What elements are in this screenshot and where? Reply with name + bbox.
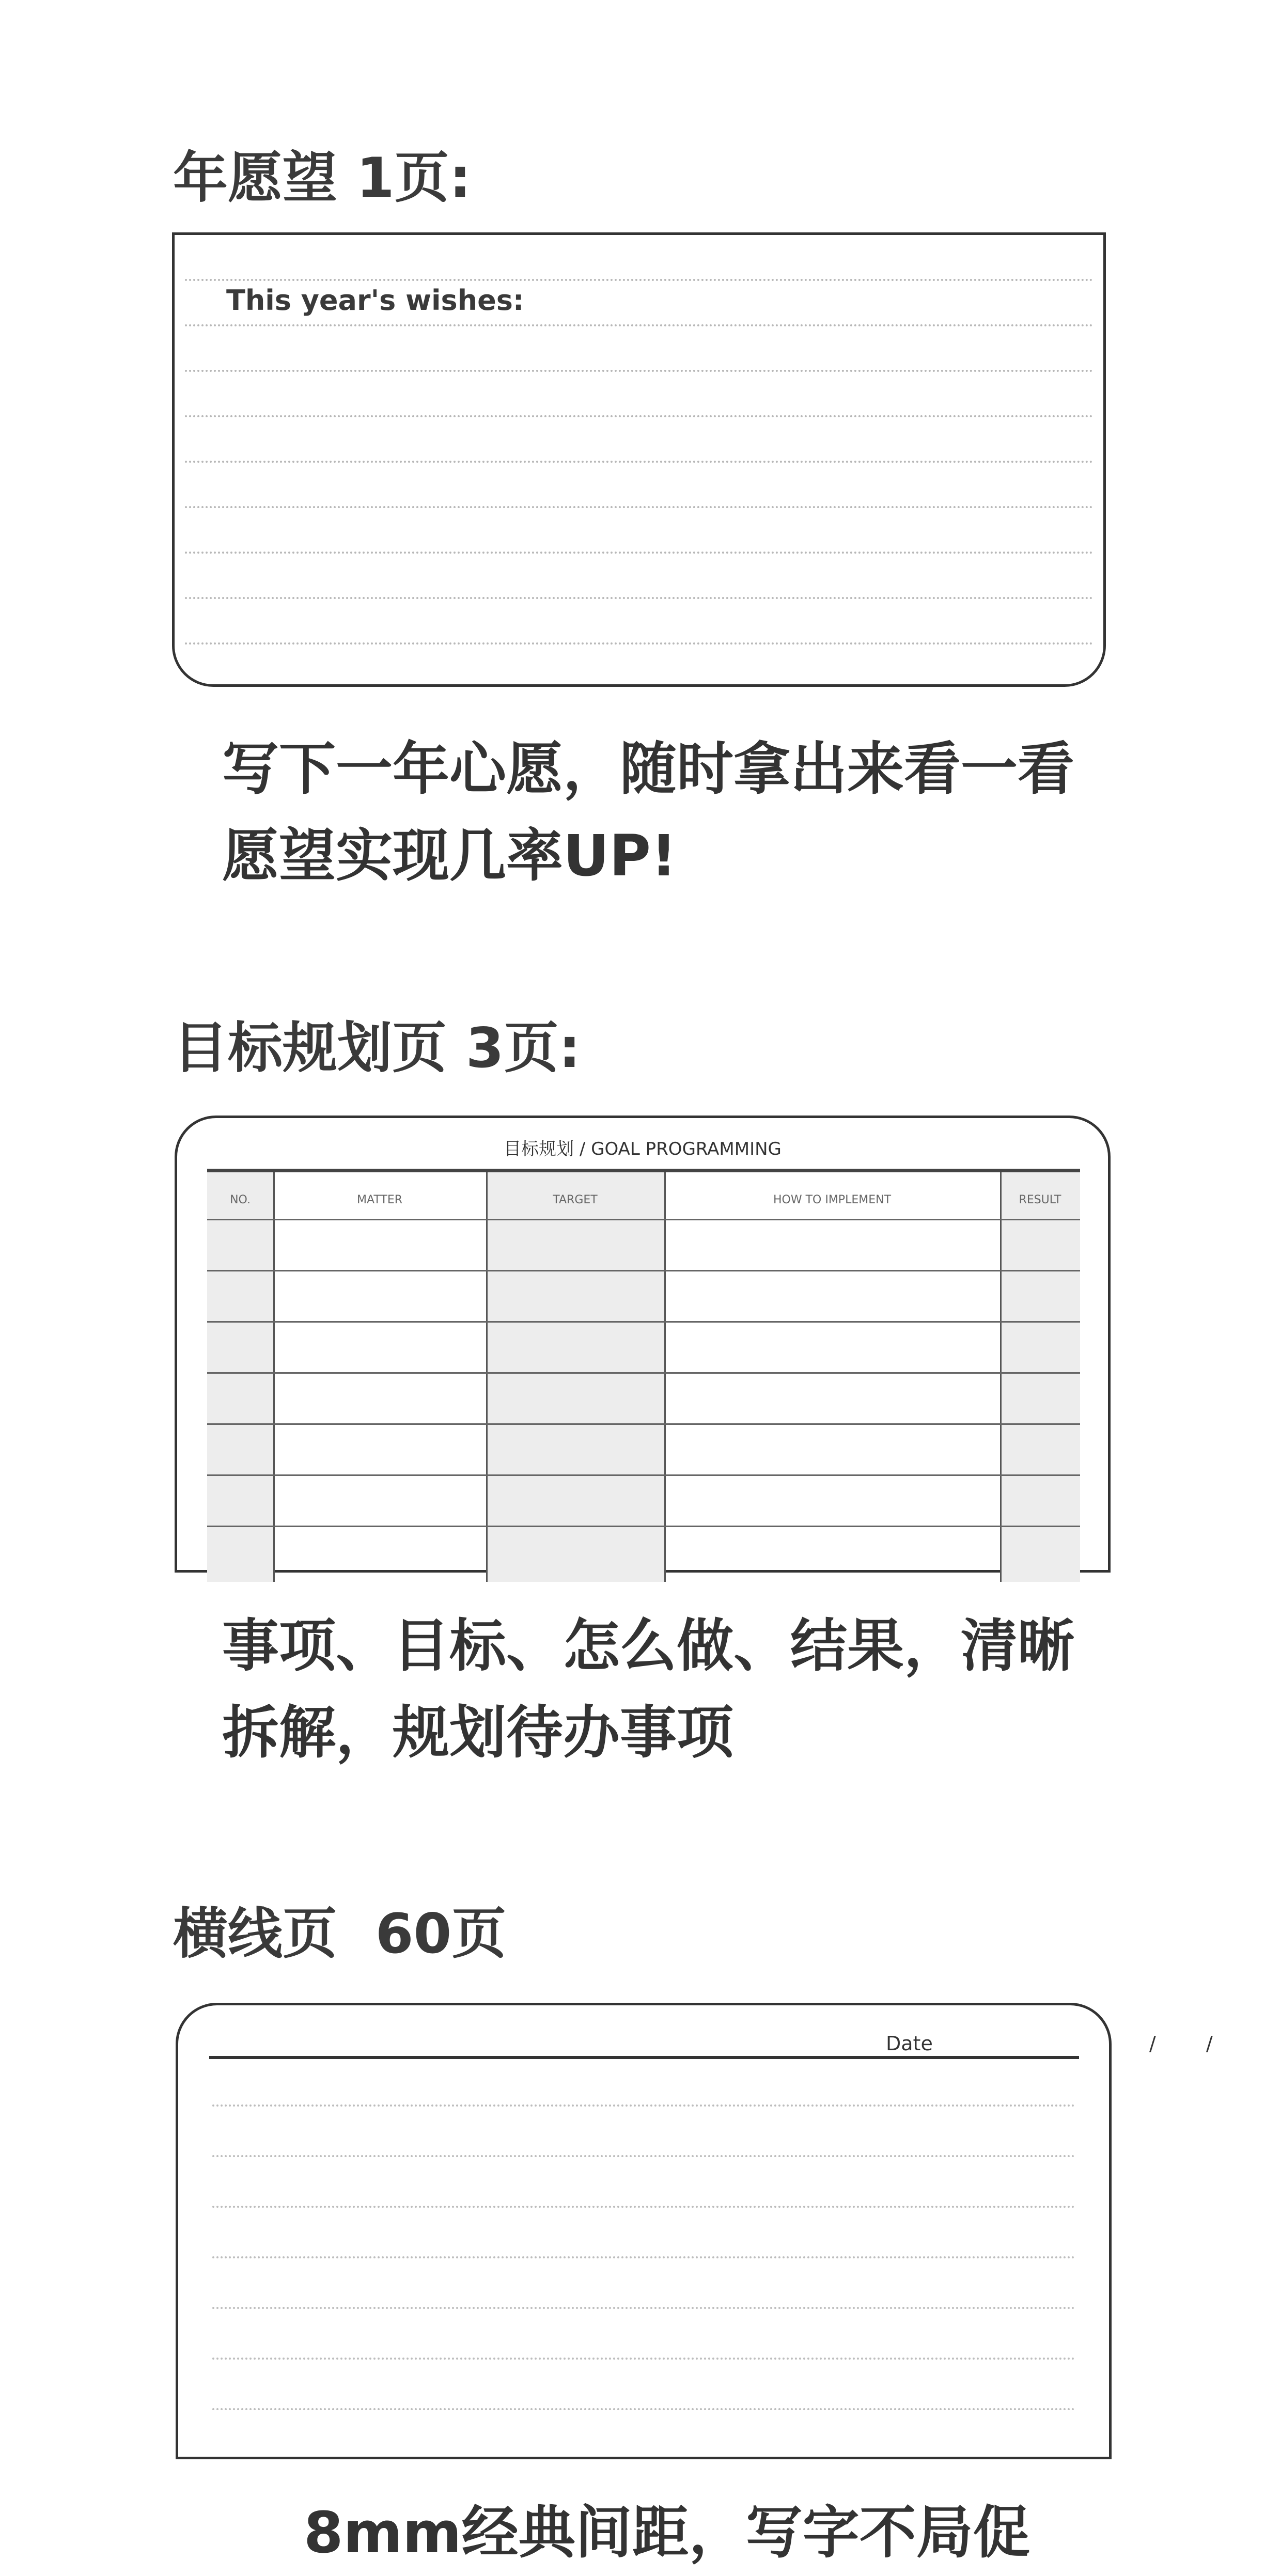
date-separator: / xyxy=(1206,2032,1213,2055)
column-header-result: RESULT xyxy=(1019,1193,1061,1206)
ruled-line xyxy=(212,2408,1075,2410)
goal-programming-table xyxy=(207,1169,1080,1582)
caption-line: 事项、目标、怎么做、结果，清晰 xyxy=(222,1613,1074,1679)
ruled-line xyxy=(212,2206,1075,2208)
column-header-no: NO. xyxy=(230,1193,251,1206)
table-column-divider xyxy=(486,1172,488,1582)
yearly-wishes-page-preview xyxy=(172,232,1106,687)
column-result-shade xyxy=(1000,1172,1080,1582)
table-row-divider xyxy=(207,1526,1080,1527)
section-heading-lined-pages: 横线页 60页 xyxy=(173,1902,507,1966)
ruled-line xyxy=(212,2307,1075,2309)
ruled-line xyxy=(185,370,1093,372)
yearly-wishes-caption xyxy=(222,726,1074,899)
column-header-target: TARGET xyxy=(553,1193,598,1206)
ruled-line xyxy=(212,2256,1075,2258)
ruled-line xyxy=(212,2358,1075,2360)
section-heading-goal-programming: 目标规划页 3页: xyxy=(173,1016,581,1080)
caption-line: 写下一年心愿，随时拿出来看一看 xyxy=(222,736,1074,802)
ruled-line xyxy=(185,415,1093,417)
wishes-label: This year's wishes: xyxy=(226,284,524,317)
ruled-line xyxy=(185,642,1093,645)
ruled-line xyxy=(185,279,1093,281)
goal-programming-page-preview xyxy=(175,1116,1111,1573)
caption-line: 8mm经典间距，写字不局促 xyxy=(304,2500,1030,2566)
ruled-line xyxy=(185,597,1093,599)
goal-programming-caption xyxy=(222,1603,1074,1776)
table-top-rule xyxy=(207,1169,1080,1172)
column-header-matter: MATTER xyxy=(357,1193,402,1206)
ruled-line xyxy=(212,2104,1075,2107)
table-column-divider xyxy=(664,1172,666,1582)
date-label: Date xyxy=(886,2032,933,2055)
lined-page-caption xyxy=(304,2489,1030,2576)
table-row-divider xyxy=(207,1219,1080,1220)
ruled-line xyxy=(212,2155,1075,2157)
date-field xyxy=(886,2032,1213,2055)
ruled-line xyxy=(185,461,1093,463)
table-column-divider xyxy=(1000,1172,1002,1582)
table-row-divider xyxy=(207,1321,1080,1323)
ruled-line xyxy=(185,552,1093,554)
section-heading-yearly-wishes: 年愿望 1页: xyxy=(173,146,472,210)
column-target-shade xyxy=(486,1172,664,1582)
caption-line: 拆解，规划待办事项 xyxy=(222,1700,733,1766)
ruled-line xyxy=(185,324,1093,326)
lined-page-preview xyxy=(176,2003,1213,2459)
table-row-divider xyxy=(207,1423,1080,1425)
table-row-divider xyxy=(207,1474,1080,1476)
table-column-divider xyxy=(273,1172,275,1582)
ruled-line xyxy=(185,506,1093,508)
table-row-divider xyxy=(207,1270,1080,1271)
caption-line: 愿望实现几率UP! xyxy=(222,823,677,889)
column-header-how-to-implement: HOW TO IMPLEMENT xyxy=(773,1193,892,1206)
column-no-shade xyxy=(207,1172,273,1582)
date-separator: / xyxy=(1149,2032,1156,2055)
header-rule xyxy=(209,2056,1079,2059)
goal-programming-title: 目标规划 / GOAL PROGRAMMING xyxy=(504,1139,782,1159)
table-row-divider xyxy=(207,1372,1080,1374)
